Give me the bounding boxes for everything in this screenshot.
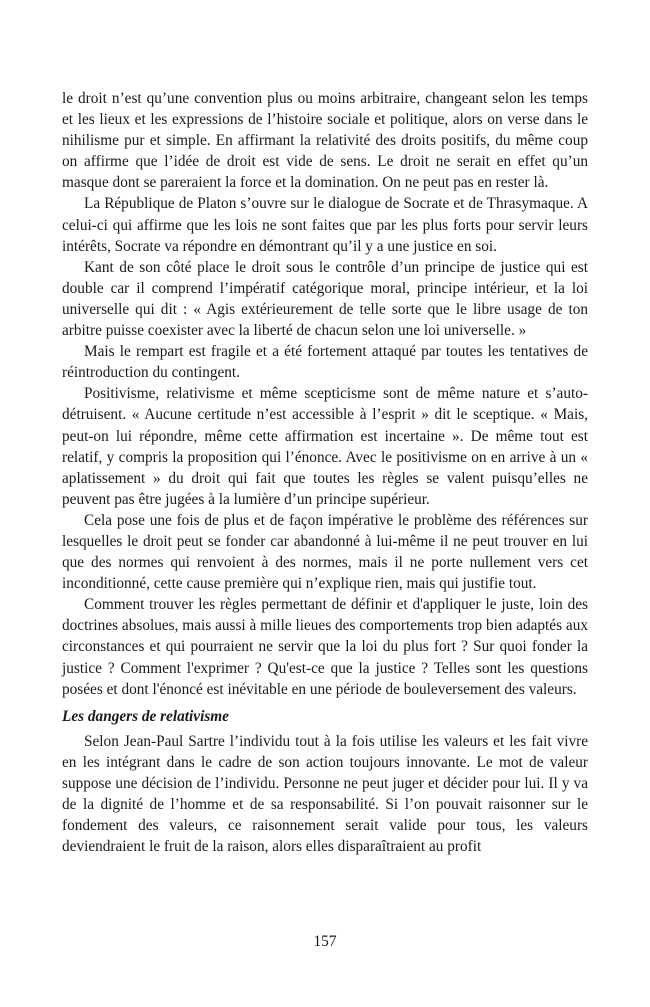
paragraph-1: le droit n’est qu’une convention plus ou moins arbitraire, changeant selon les temps et les lieux et les expressions de l’histoire sociale et politique, alors on verse dans le nihilisme pur et simple. En affirmant la relativité des droits positifs, du même coup on affirme que l’idée de droit est vide de sens. Le droit ne serait en effet qu’un masque dont se pareraient la force et la domination. On ne peut pas en rester là. bbox=[62, 90, 588, 192]
paragraph-4: Mais le rempart est fragile et a été fortement attaqué par toutes les tentatives de réintroduction du contingent. bbox=[62, 343, 588, 382]
paragraph-7: Comment trouver les règles permettant de définir et d'appliquer le juste, loin des doctrines absolues, mais aussi à mille lieues des comportements trop bien adaptés aux circonstances et qui pourraient ne servir que la loi du plus fort ? Sur quoi fonder la justice ? Comment l'exprimer ? Qu'est-ce que la justice ? Telles sont les questions posées et dont l'énoncé est inévitable en une période de bouleversement des valeurs. bbox=[62, 596, 588, 698]
section-heading: Les dangers de relativisme bbox=[62, 707, 229, 725]
paragraph-8: Selon Jean-Paul Sartre l’individu tout à la fois utilise les valeurs et les fait vivre en les intégrant dans le cadre de son action toujours innovante. Le mot de valeur suppose une décision de l’individu. Personne ne peut juger et décider pour lui. Il y va de la dignité de l’homme et de sa responsabilité. Si l’on pouvait raisonner sur le fondement des valeurs, ce raisonnement serait valide pour tous, les valeurs deviendraient le fruit de la raison, alors elles disparaîtraient au profit bbox=[62, 732, 588, 856]
paragraph-6: Cela pose une fois de plus et de façon impérative le problème des références sur lesquelles le droit peut se fonder car abandonné à lui-même il ne peut trouver en lui que des normes qui renvoient à des normes, mais il ne porte nullement vers cet inconditionné, cette cause première qui n’explique rien, mais qui justifie tout. bbox=[62, 511, 588, 593]
page-body bbox=[62, 88, 588, 857]
paragraph-3: Kant de son côté place le droit sous le contrôle d’un principe de justice qui est double car il comprend l’impératif catégorique moral, principe intérieur, et la loi universelle qui dit : « Agis extérieurement de telle sorte que le libre usage de ton arbitre puisse coexister avec la liberté de chacun selon une loi universelle. » bbox=[62, 258, 588, 340]
paragraph-5: Positivisme, relativisme et même scepticisme sont de même nature et s’autodétruisent. « Aucune certitude n’est accessible à l’esprit » dit le sceptique. « Mais, peut-on lui répondre, même cette affirmation est incertaine ». De même tout est relatif, y compris la proposition qui l’énonce. Avec le positivisme on en arrive à un « aplatissement » du droit qui fait que toutes les règles se valent puisqu’elles ne peuvent pas être jugées à la lumière d’un principe supérieur. bbox=[62, 385, 588, 508]
paragraph-2: La République de Platon s’ouvre sur le dialogue de Socrate et de Thrasymaque. A celui-ci qui affirme que les lois ne sont faites que par les plus forts pour servir leurs intérêts, Socrate va répondre en démontrant qu’il y a une justice en soi. bbox=[62, 195, 588, 255]
page-number: 157 bbox=[313, 933, 337, 950]
